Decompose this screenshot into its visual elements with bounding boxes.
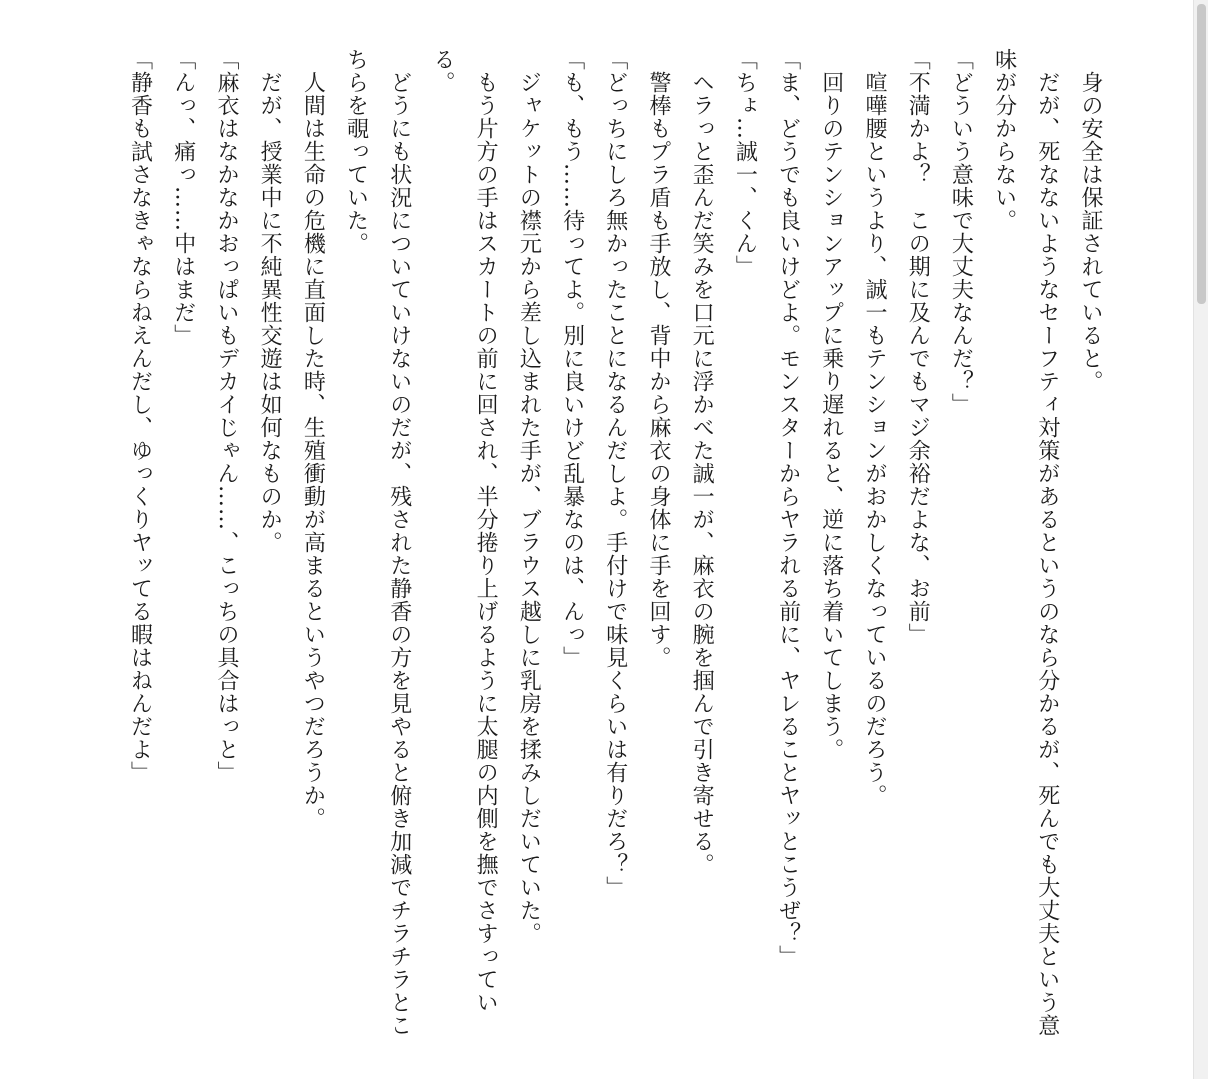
text-line: 「不満かよ？ この期に及んでもマジ余裕だよな、お前」 [905, 48, 931, 646]
text-line: だが、死なないようなセーフティ対策があるというのなら分かるが、死んでも大丈夫という意味が分からない。 [991, 48, 1060, 1037]
text-line: ジャケットの襟元から差し込まれた手が、ブラウス越しに乳房を揉みしだいていた。 [516, 48, 542, 945]
text-line: 警棒もプラ盾も手放し、背中から麻衣の身体に手を回す。 [645, 48, 671, 669]
text-line: どうにも状況についていけないのだが、残された静香の方を見やると俯き加減でチラチラとこちらを覗っていた。 [343, 48, 412, 1037]
text-line: 「麻衣はなかなかおっぱいもデカイじゃん……、こっちの具合はっと」 [213, 48, 239, 784]
text-line: だが、授業中に不純異性交遊は如何なものか。 [257, 48, 283, 554]
text-line: 「どっちにしろ無かったことになるんだしよ。手付けで味見くらいは有りだろ？」 [602, 48, 628, 899]
text-line: 「静香も試さなきゃならねえんだし、ゆっくりヤッてる暇はねんだよ」 [127, 48, 153, 784]
text-line: 回りのテンションアップに乗り遅れると、逆に落ち着いてしまう。 [818, 48, 844, 761]
text-line: 「どういう意味で大丈夫なんだ？」 [948, 48, 974, 416]
text-line: 身の安全は保証されていると。 [1078, 48, 1103, 393]
text-line: 人間は生命の危機に直面した時、生殖衝動が高まるというやつだろうか。 [300, 48, 326, 830]
text-line: 「も、もう……待ってよ。別に良いけど乱暴なのは、んっ」 [559, 48, 585, 669]
scrollbar-thumb[interactable] [1197, 4, 1206, 304]
text-line: 「ま、どうでも良いけどよ。モンスターからヤラれる前に、ヤレることヤッとこうぜ？」 [775, 48, 801, 968]
vertical-text-body [62, 48, 1112, 1048]
vertical-scrollbar[interactable] [1193, 0, 1208, 1079]
text-line: ヘラっと歪んだ笑みを口元に浮かべた誠一が、麻衣の腕を掴んで引き寄せる。 [689, 48, 715, 876]
text-line: 「んっ、痛っ……中はまだ」 [170, 48, 196, 347]
text-line: もう片方の手はスカートの前に回され、半分捲り上げるように太腿の内側を撫でさすっている。 [429, 48, 499, 1014]
text-line: 喧嘩腰というより、誠一もテンションがおかしくなっているのだろう。 [861, 48, 887, 807]
text-line: 「ちょ…誠一、くん」 [732, 48, 758, 278]
